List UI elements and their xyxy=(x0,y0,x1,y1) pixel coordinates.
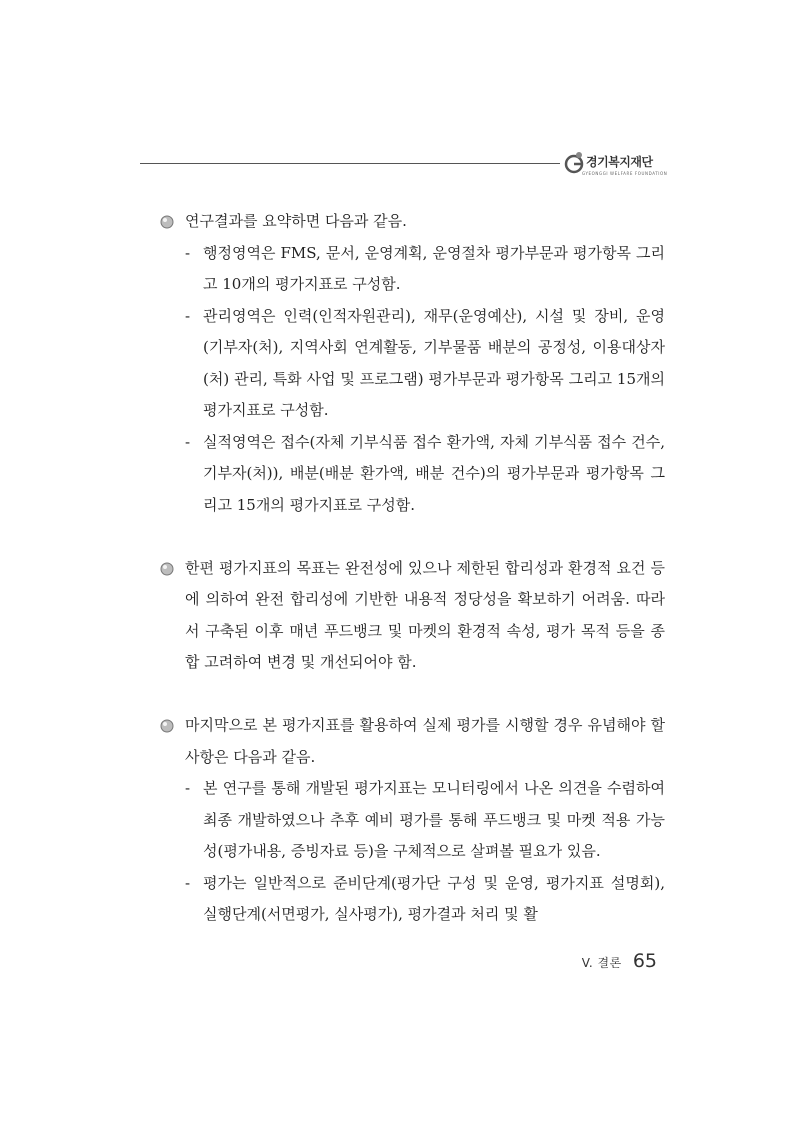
list-item-text: 관리영역은 인력(인적자원관리), 재무(운영예산), 시설 및 장비, 운영(기부자(처), 지역사회 연계활동, 기부물품 배분의 공정성, 이용대상자(처) 관리, 특화 사업 및 프로그램) 평가부문과 평가항목 그리고 15개의 평가지표로 구성함. xyxy=(203,306,665,419)
page-footer xyxy=(582,950,657,972)
list-item: - 본 연구를 통해 개발된 평가지표는 모니터링에서 나온 의견을 수렴하여 최종 개발하였으나 추후 예비 평가를 통해 푸드뱅크 및 마켓 적용 가능성(평가내용, 증빙자료 등)을 구체적으로 살펴볼 필요가 있음. xyxy=(185,779,665,860)
footer-section: V. 결론 xyxy=(581,956,622,970)
bullet-icon xyxy=(159,561,175,577)
paragraph-text: 한편 평가지표의 목표는 완전성에 있으나 제한된 합리성과 환경적 요건 등에 의하여 완전 합리성에 기반한 내용적 정당성을 확보하기 어려움. 따라서 구축된 이후 매년 푸드뱅크 및 마켓의 환경적 속성, 평가 목적 등을 종합 고려하여 변경 및 개선되어야 함. xyxy=(185,558,665,671)
paragraph-summary xyxy=(155,206,665,521)
body-content xyxy=(155,206,665,931)
list-item: - 실적영역은 접수(자체 기부식품 접수 환가액, 자체 기부식품 접수 건수, 기부자(처)), 배분(배분 환가액, 배분 건수)의 평가부문과 평가항목 그리고 15개의 평가지표로 구성함. xyxy=(185,432,665,514)
paragraph-text: 마지막으로 본 평가지표를 활용하여 실제 평가를 시행할 경우 유념해야 할 사항은 다음과 같음. xyxy=(185,716,665,766)
list-item: - 행정영역은 FMS, 문서, 운영계획, 운영절차 평가부문과 평가항목 그리고 10개의 평가지표로 구성함. xyxy=(185,243,665,293)
list-item-text: 본 연구를 통해 개발된 평가지표는 모니터링에서 나온 의견을 수렴하여 최종 개발하였으나 추후 예비 평가를 통해 푸드뱅크 및 마켓 적용 가능성(평가내용, 증빙자료 등)을 구체적으로 살펴볼 필요가 있음. xyxy=(203,779,665,860)
list-item-text: 실적영역은 접수(자체 기부식품 접수 환가액, 자체 기부식품 접수 건수, 기부자(처)), 배분(배분 환가액, 배분 건수)의 평가부문과 평가항목 그리고 15개의 평가지표로 구성함. xyxy=(203,432,665,514)
list-item: - 관리영역은 인력(인적자원관리), 재무(운영예산), 시설 및 장비, 운영(기부자(처), 지역사회 연계활동, 기부물품 배분의 공정성, 이용대상자(처) 관리, 특화 사업 및 프로그램) 평가부문과 평가항목 그리고 15개의 평가지표로 구성함. xyxy=(185,306,665,419)
list-item-text: 평가는 일반적으로 준비단계(평가단 구성 및 운영, 평가지표 설명회), 실행단계(서면평가, 실사평가), 평가결과 처리 및 활 xyxy=(203,873,665,923)
list-item-text: 행정영역은 FMS, 문서, 운영계획, 운영절차 평가부문과 평가항목 그리고 10개의 평가지표로 구성함. xyxy=(203,243,665,293)
page-number: 65 xyxy=(632,950,657,972)
logo-subtext: GYEONGGI WELFARE FOUNDATION xyxy=(582,171,668,176)
header-rule xyxy=(140,163,560,164)
foundation-logo xyxy=(560,150,668,182)
bullet-icon xyxy=(159,718,175,734)
paragraph-notes xyxy=(155,710,665,931)
logo-text: 경기복지재단 xyxy=(586,155,653,169)
bullet-icon xyxy=(159,214,175,230)
list-item: - 평가는 일반적으로 준비단계(평가단 구성 및 운영, 평가지표 설명회), 실행단계(서면평가, 실사평가), 평가결과 처리 및 활 xyxy=(185,873,665,923)
paragraph-text: 연구결과를 요약하면 다음과 같음. xyxy=(185,212,407,230)
paragraph-goal xyxy=(155,553,665,679)
